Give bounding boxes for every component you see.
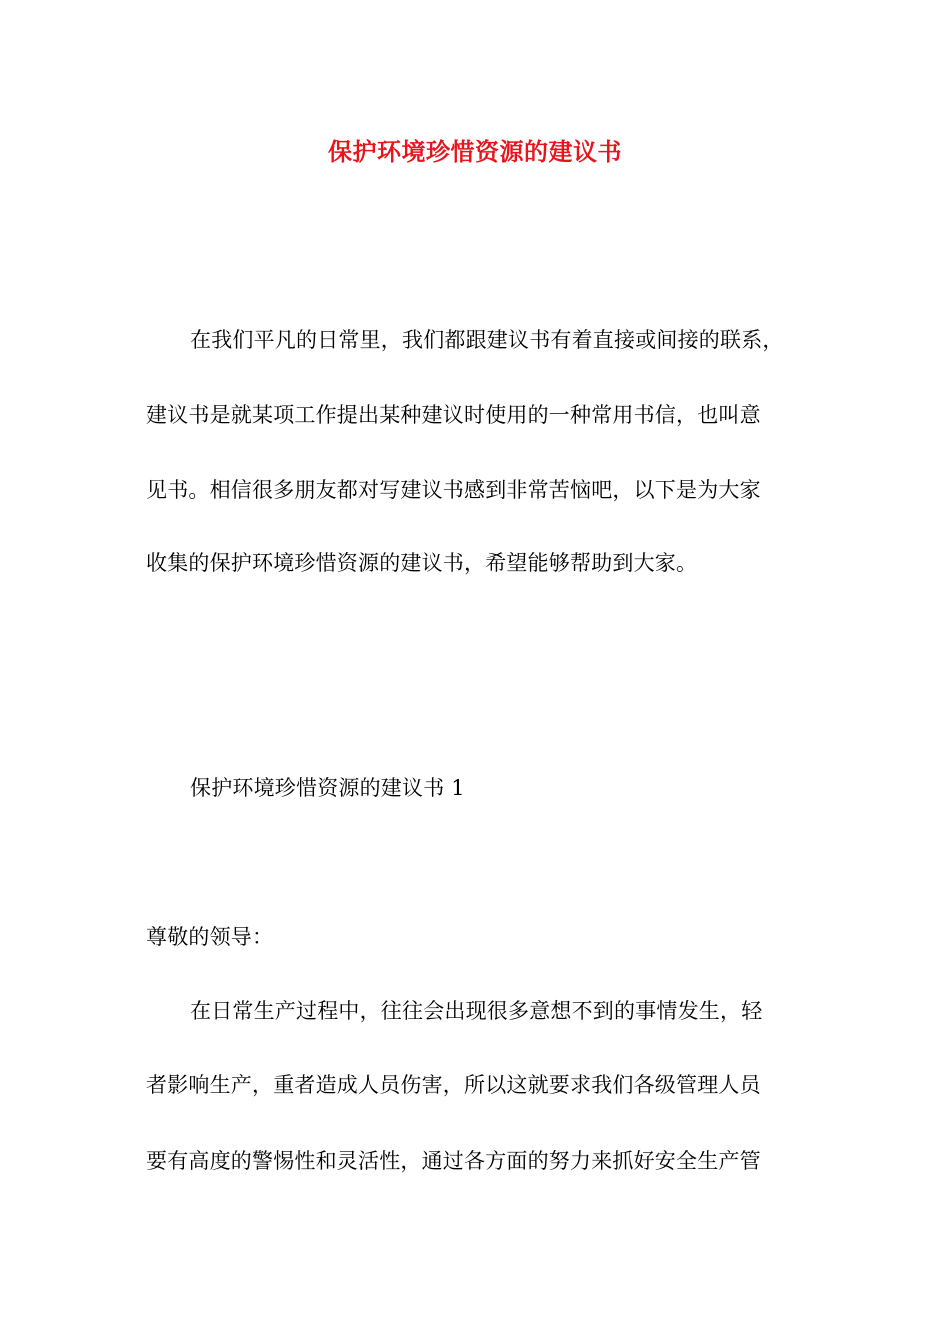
body-line-3: 要有高度的警惕性和灵活性，通过各方面的努力来抓好安全生产管 [146,1149,761,1173]
section-heading: 保护环境珍惜资源的建议书 1 [190,776,465,800]
intro-line-1: 在我们平凡的日常里，我们都跟建议书有着直接或间接的联系， [190,328,784,352]
intro-line-2: 建议书是就某项工作提出某种建议时使用的一种常用书信，也叫意 [146,403,761,427]
salutation: 尊敬的领导： [146,925,274,949]
body-line-1: 在日常生产过程中，往往会出现很多意想不到的事情发生，轻 [190,999,763,1023]
intro-line-3: 见书。相信很多朋友都对写建议书感到非常苦恼吧，以下是为大家 [146,478,761,502]
intro-line-4: 收集的保护环境珍惜资源的建议书，希望能够帮助到大家。 [146,551,698,575]
document-title: 保护环境珍惜资源的建议书 [328,137,622,166]
body-line-2: 者影响生产，重者造成人员伤害，所以这就要求我们各级管理人员 [146,1073,761,1097]
